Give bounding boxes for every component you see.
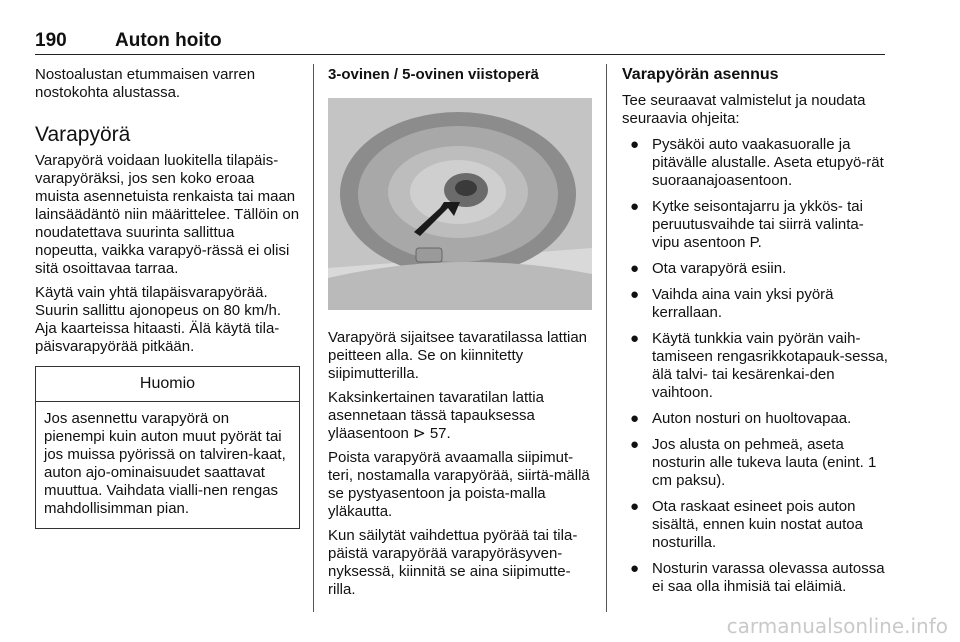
floor-text: Kaksinkertainen tavaratilan lattia asennetaan tässä tapauksessa yläasentoon — [328, 389, 544, 442]
bullet-icon: ● — [630, 410, 640, 427]
page-ref: 57. — [429, 425, 451, 442]
storage-paragraph: Kun säilytät vaihdettua pyörää tai tila-päistä varapyörää varapyöräsyven-nyksessä, kiinnitä se aina siipimutte-rilla. — [328, 527, 578, 598]
list-item: ● Kytke seisontajarru ja ykkös- tai peruutusvaihde tai siirrä valinta-vipu asentoon P. — [630, 198, 864, 251]
floor-paragraph — [328, 389, 592, 443]
bullet-icon: ● — [630, 330, 640, 347]
column-divider-2 — [606, 64, 607, 612]
column-divider-1 — [313, 64, 314, 612]
list-item: ● Jos alusta on pehmeä, aseta nosturin alle tukeva lauta (enint. 1 cm paksu). — [630, 436, 877, 489]
bullet-icon: ● — [630, 260, 640, 277]
install-steps-list — [622, 136, 890, 596]
page-number: 190 — [35, 30, 67, 51]
section-heading: Varapyörä — [35, 123, 131, 146]
list-item: ● Käytä tunkkia vain pyörän vaih-tamiseen rengasrikkotapauk-sessa, älä talvi- tai kesärenkai-den vaihtoon. — [630, 330, 888, 401]
bullet-icon: ● — [630, 198, 640, 215]
intro-paragraph: Nostoalustan etummaisen varren nostokohta alustassa. — [35, 66, 256, 101]
location-paragraph: Varapyörä sijaitsee tavaratilassa lattian peitteen alla. Se on kiinnitetty siipimutterilla. — [328, 329, 588, 382]
install-heading: Varapyörän asennus — [622, 66, 779, 83]
list-item: ● Pysäköi auto vaakasuoralle ja pitävälle alustalle. Aseta etupyö-rät suoraanajoasentoon. — [630, 136, 884, 189]
spare-wheel-paragraph: Varapyörä voidaan luokitella tilapäis-varapyöräksi, jos sen koko eroaa muista asennetuista renkaista tai maan lainsäädäntö niin määrittelee. Tällöin on noudatettava suurinta sallittua nopeutta, vaikka varapyö-rässä ei olisi sitä osoittavaa tarraa. — [35, 152, 300, 277]
page-header — [35, 30, 885, 55]
speed-limit-paragraph: Käytä vain yhtä tilapäisvarapyörää. Suurin sallittu ajonopeus on 80 km/h. Aja kaarteissa hitaasti. Älä käytä tila-päisvarapyörää pitkään. — [35, 284, 281, 355]
list-item: ● Ota raskaat esineet pois auton sisältä, ennen kuin nostat autoa nosturilla. — [630, 498, 863, 551]
install-intro: Tee seuraavat valmistelut ja noudata seuraavia ohjeita: — [622, 92, 866, 127]
bullet-icon: ● — [630, 286, 640, 303]
column-1 — [35, 66, 300, 529]
list-item: ● Vaihda aina vain yksi pyörä kerrallaan. — [630, 286, 834, 321]
subheading: 3-ovinen / 5-ovinen viistoperä — [328, 66, 539, 83]
list-item: ● Nosturin varassa olevassa autossa ei saa olla ihmisiä tai eläimiä. — [630, 560, 885, 595]
note-box — [35, 366, 300, 529]
bullet-icon: ● — [630, 498, 640, 515]
spare-wheel-illustration — [328, 98, 592, 310]
page-title: Auton hoito — [115, 30, 222, 51]
page-ref-icon: ⊳ — [413, 425, 426, 442]
bullet-icon: ● — [630, 560, 640, 577]
bullet-icon: ● — [630, 436, 640, 453]
bullet-icon: ● — [630, 136, 640, 153]
list-item: ● Auton nosturi on huoltovapaa. — [630, 410, 852, 427]
column-3 — [622, 66, 890, 604]
column-2 — [328, 66, 592, 605]
note-title: Huomio — [36, 367, 299, 402]
remove-paragraph: Poista varapyörä avaamalla siipimut-teri, nostamalla varapyörää, siirtä-mällä se pystyasentoon ja poista-malla yläkautta. — [328, 449, 590, 520]
list-item: ● Ota varapyörä esiin. — [630, 260, 787, 277]
note-text: Jos asennettu varapyörä on pienempi kuin auton muut pyörät tai jos muissa pyörissä on talviren-kaat, auton ajo-ominaisuudet saattavat muuttua. Vaihdata vialli-nen rengas mahdollisimman pian. — [44, 410, 286, 517]
watermark: carmanualsonline.info — [726, 614, 948, 638]
